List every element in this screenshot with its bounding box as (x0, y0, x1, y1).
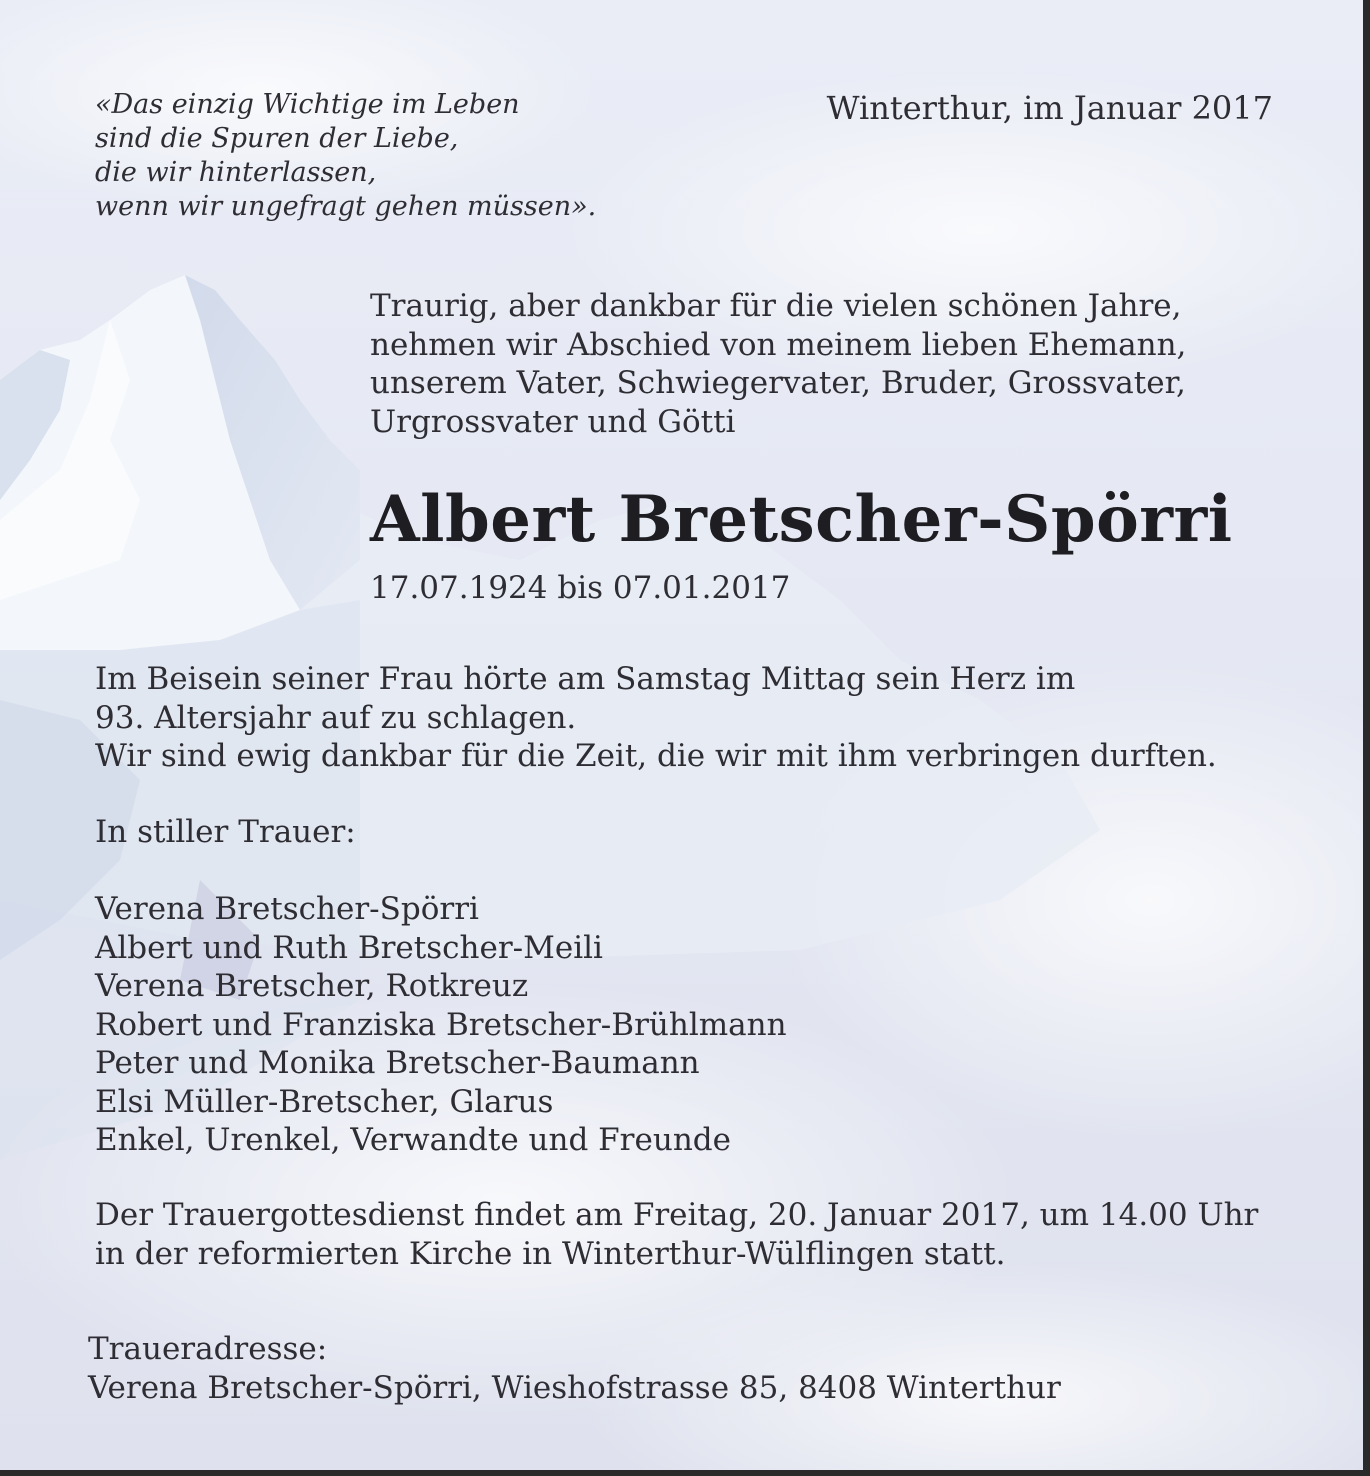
address-label: Traueradresse: (88, 1331, 328, 1367)
message-line: Im Beisein seiner Frau hörte am Samstag Mittag sein Herz im (95, 661, 1076, 697)
mourners-list (95, 890, 787, 1160)
quote-line: «Das einzig Wichtige im Leben (95, 89, 520, 120)
quote-line: die wir hinterlassen, (95, 157, 377, 188)
frame-right-edge (1363, 0, 1370, 1476)
intro-line: nehmen wir Abschied von meinem lieben Ehemann, (370, 326, 1187, 363)
mourner-entry: Robert und Franziska Bretscher-Brühlmann (95, 1006, 787, 1043)
mourner-entry: Verena Bretscher-Spörri (95, 891, 479, 927)
intro-line: unserem Vater, Schwiegervater, Bruder, Grossvater, (370, 365, 1186, 401)
intro-text (370, 287, 1186, 441)
mourner-entry: Enkel, Urenkel, Verwandte und Freunde (95, 1122, 731, 1158)
quote-line: wenn wir ungefragt gehen müssen». (95, 191, 597, 222)
intro-line: Urgrossvater und Götti (370, 403, 736, 440)
message-line: 93. Altersjahr auf zu schlagen. (95, 699, 577, 736)
intro-line: Traurig, aber dankbar für die vielen schönen Jahre, (370, 288, 1182, 324)
mourner-entry: Peter und Monika Bretscher-Baumann (95, 1045, 700, 1081)
quote-line: sind die Spuren der Liebe, (95, 123, 459, 154)
mourner-entry: Albert und Ruth Bretscher-Meili (95, 929, 603, 966)
frame-bottom-edge (0, 1470, 1370, 1476)
mourning-label: In stiller Trauer: (95, 814, 356, 850)
mourning-address (88, 1330, 1061, 1407)
service-line: Der Trauergottesdienst findet am Freitag, 20. Januar 2017, um 14.00 Uhr (95, 1197, 1259, 1233)
mourner-entry: Elsi Müller-Bretscher, Glarus (95, 1083, 554, 1120)
message-line: Wir sind ewig dankbar für die Zeit, die wir mit ihm verbringen durften. (95, 738, 1217, 774)
memorial-quote (95, 88, 596, 224)
death-message (95, 660, 1217, 776)
service-line: in der reformierten Kirche in Winterthur-Wülflingen statt. (95, 1235, 1006, 1272)
address-value: Verena Bretscher-Spörri, Wieshofstrasse 85, 8408 Winterthur (88, 1369, 1061, 1406)
life-dates: 17.07.1924 bis 07.01.2017 (370, 570, 791, 606)
funeral-service-info (95, 1196, 1258, 1273)
mourner-entry: Verena Bretscher, Rotkreuz (95, 968, 529, 1004)
deceased-name: Albert Bretscher-Spörri (370, 482, 1233, 557)
place-and-date: Winterthur, im Januar 2017 (826, 89, 1273, 127)
